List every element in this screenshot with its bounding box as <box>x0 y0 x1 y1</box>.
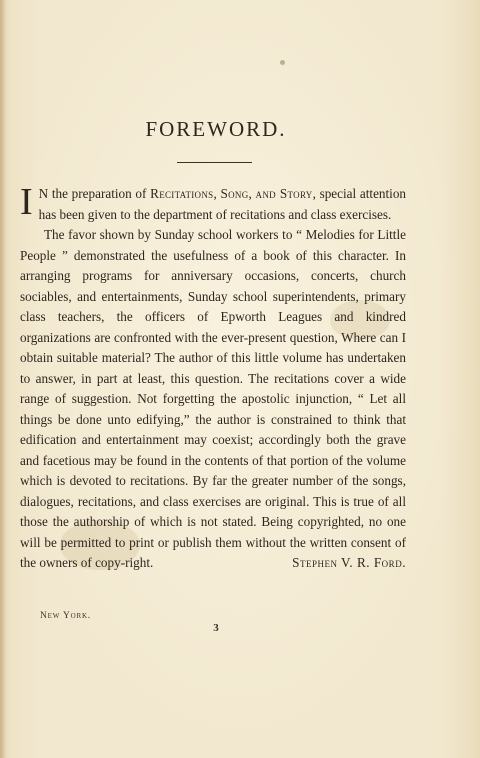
paragraph-1-text: , <box>248 186 256 201</box>
paragraph-1-text: , special attention has been given to the department of recitations and class exercises. <box>38 186 407 222</box>
foreword-body <box>20 181 407 574</box>
paragraph-2-text: The favor shown by Sunday school workers to “ Melodies for Little People ” demonstrated the usefulness of a book of this character. In arranging programs for anniversary occasions, concerts, church sociables, and entertainments, Sunday school superintendents, primary class teachers, the officers of Epworth Leagues and kindred organizations are confronted with the ever-present question, Where can I obtain suitable material? The author of this little volume has undertaken to answer, in part at least, this question. The recitations cover a wide range of suggestion. Not forgetting the apostolic injunction, “ Let all things be done unto edifying,” the author is constrained to think that edification and entertainment may coexist; accordingly both the grave and facetious may be found in the contents of that portion of the volume which is devoted to recitations. By far the greater number of the songs, dialogues, recitations, and class exercises are original. This is true of all those the authorship of which is not stated. Being copyrighted, no one will be permitted to print or publish them without the written consent of the owners of copy-right. <box>20 227 406 570</box>
small-caps-and-story: and Story <box>255 186 313 201</box>
title-rule <box>177 162 252 163</box>
paragraph-1 <box>20 181 407 225</box>
author-signature: Stephen V. R. Ford. <box>292 555 406 570</box>
page-title: FOREWORD. <box>145 117 287 141</box>
page-number: 3 <box>213 622 219 634</box>
paragraph-2 <box>20 225 406 574</box>
small-caps-recitations: Recitations <box>150 186 214 201</box>
paragraph-1-text: N the preparation of <box>38 186 151 201</box>
place-line: New York. <box>40 611 91 621</box>
page-gutter-shadow <box>0 0 6 758</box>
paragraph-1-text: , <box>213 186 221 201</box>
small-caps-song: Song <box>220 186 249 201</box>
paper-stain <box>280 60 285 65</box>
drop-cap: I <box>20 181 33 223</box>
